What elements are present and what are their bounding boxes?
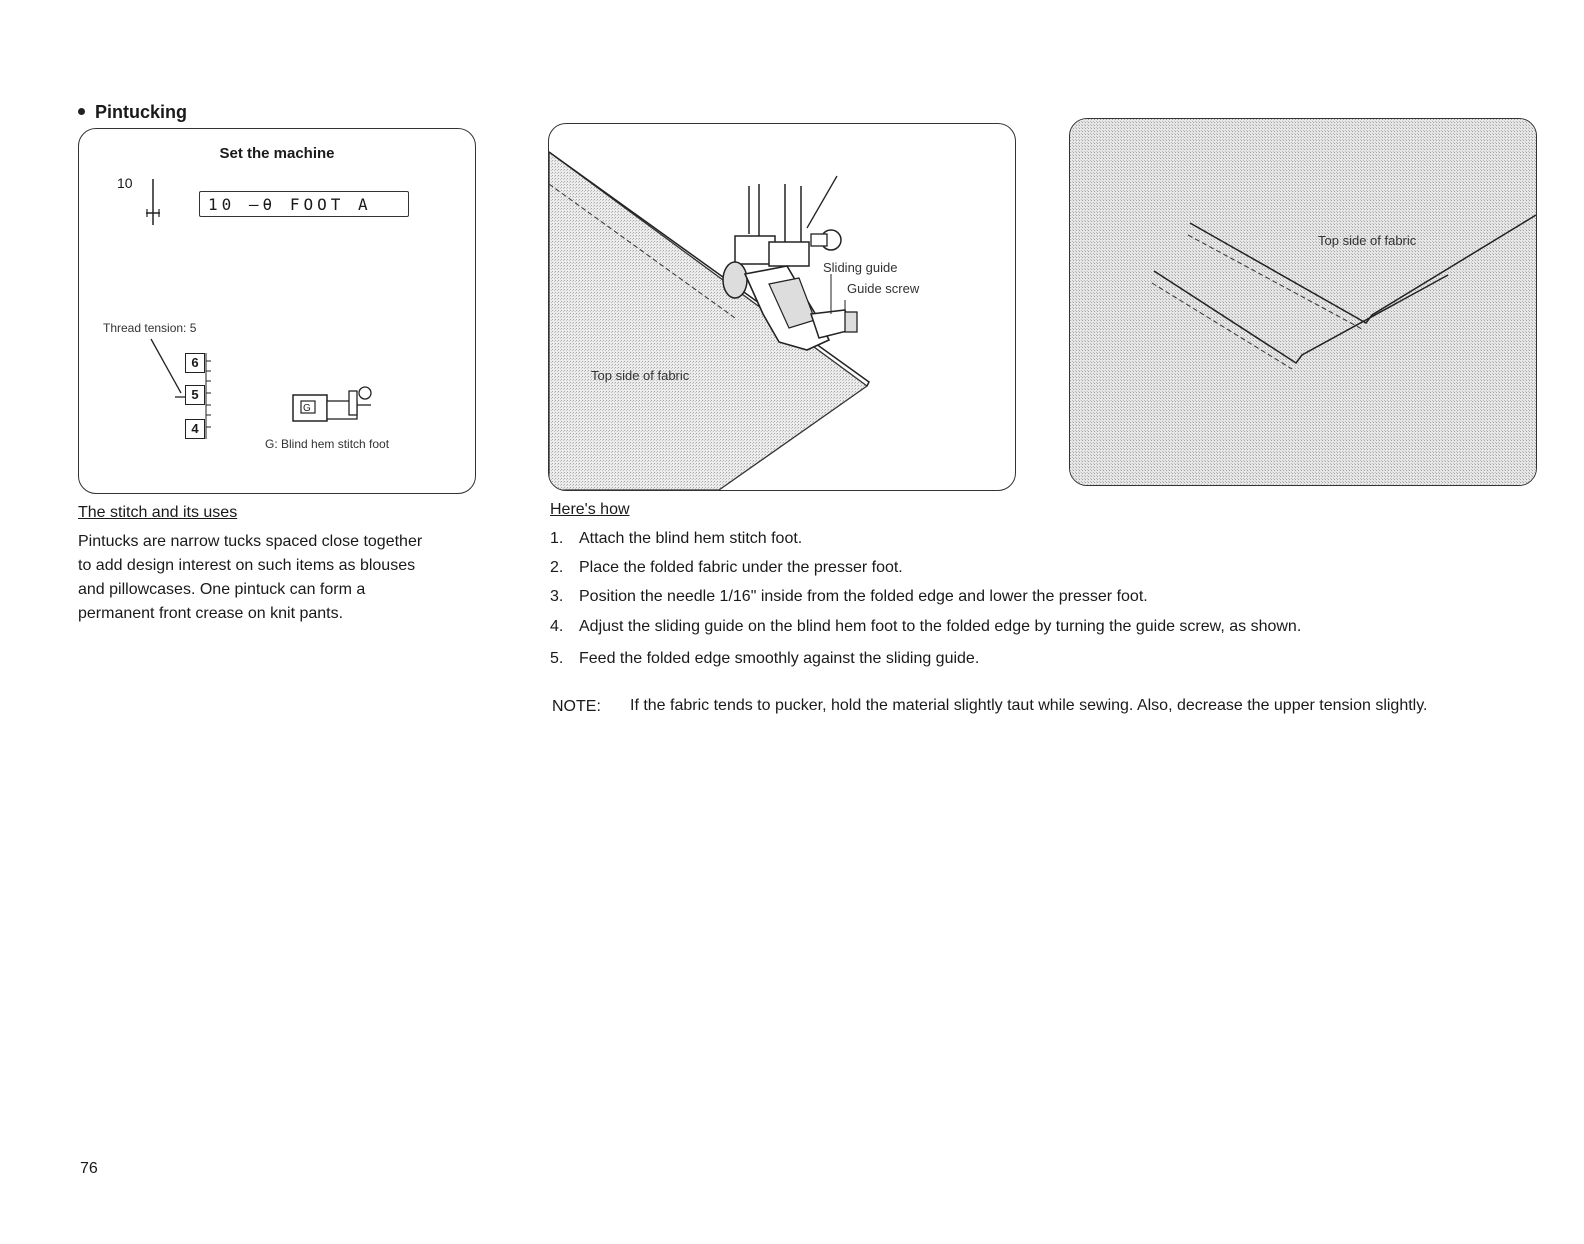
step-number: 1.	[550, 530, 564, 547]
lcd-display	[199, 191, 409, 217]
lcd-stitch-symbol: —θ	[248, 195, 277, 214]
note-text: If the fabric tends to pucker, hold the material slightly taut while sewing. Also, decrease the upper tension slightly.	[630, 697, 1428, 714]
step-item	[550, 530, 802, 548]
lcd-stitch-number: 10	[208, 195, 236, 214]
section-title	[78, 102, 187, 123]
stitch-uses-line: Pintucks are narrow tucks spaced close together	[78, 533, 423, 550]
presser-foot-figure	[548, 123, 1016, 491]
step-item	[550, 650, 979, 668]
dial-value-5: 5	[185, 385, 205, 405]
foot-label: G: Blind hem stitch foot	[265, 437, 390, 451]
pintucks-illustration	[1070, 119, 1536, 485]
thread-tension-label: Thread tension: 5	[103, 321, 197, 335]
step-text: Feed the folded edge smoothly against the sliding guide.	[579, 650, 980, 667]
stitch-uses-line: permanent front crease on knit pants.	[78, 605, 344, 622]
step-item	[550, 588, 1148, 606]
step-number: 2.	[550, 559, 564, 576]
fabric-label-foot: Top side of fabric	[591, 368, 690, 383]
step-number: 5.	[550, 650, 564, 667]
stitch-pattern-icon	[143, 177, 163, 229]
guide-screw-label: Guide screw	[847, 281, 920, 296]
stitch-uses-text	[78, 530, 422, 626]
tension-dial	[185, 353, 207, 439]
stitch-uses-line: and pillowcases. One pintuck can form a	[78, 581, 366, 598]
stitch-uses-heading: The stitch and its uses	[78, 504, 238, 521]
dial-value-6: 6	[185, 353, 205, 373]
step-item	[550, 618, 1301, 636]
blind-hem-foot-icon	[291, 381, 377, 431]
heres-how-heading: Here's how	[550, 501, 630, 518]
sliding-guide-label: Sliding guide	[823, 260, 898, 275]
step-text: Attach the blind hem stitch foot.	[579, 530, 803, 547]
svg-text:G: G	[303, 403, 311, 414]
page-number: 76	[80, 1160, 98, 1177]
step-text: Place the folded fabric under the presser foot.	[579, 559, 903, 576]
dial-value-4: 4	[185, 419, 205, 439]
stitch-uses-line: to add design interest on such items as blouses	[78, 557, 416, 574]
settings-title: Set the machine	[219, 145, 335, 162]
step-number: 3.	[550, 588, 564, 605]
bullet-icon	[78, 108, 85, 115]
lcd-foot-text: FOOT A	[289, 195, 372, 214]
step-text: Position the needle 1/16" inside from the folded edge and lower the presser foot.	[579, 588, 1148, 605]
presser-foot-illustration	[549, 124, 1015, 490]
step-number: 4.	[550, 618, 564, 635]
fabric-label-tucks: Top side of fabric	[1318, 233, 1417, 248]
note-label: NOTE:	[552, 698, 601, 715]
dial-scale	[205, 353, 213, 439]
section-title-text: Pintucking	[95, 102, 188, 122]
stitch-number: 10	[117, 175, 133, 191]
machine-settings-panel	[78, 128, 476, 494]
step-text: Adjust the sliding guide on the blind hem foot to the folded edge by turning the guide screw, as shown.	[579, 618, 1302, 635]
pintucks-figure	[1069, 118, 1537, 486]
step-item	[550, 559, 903, 577]
